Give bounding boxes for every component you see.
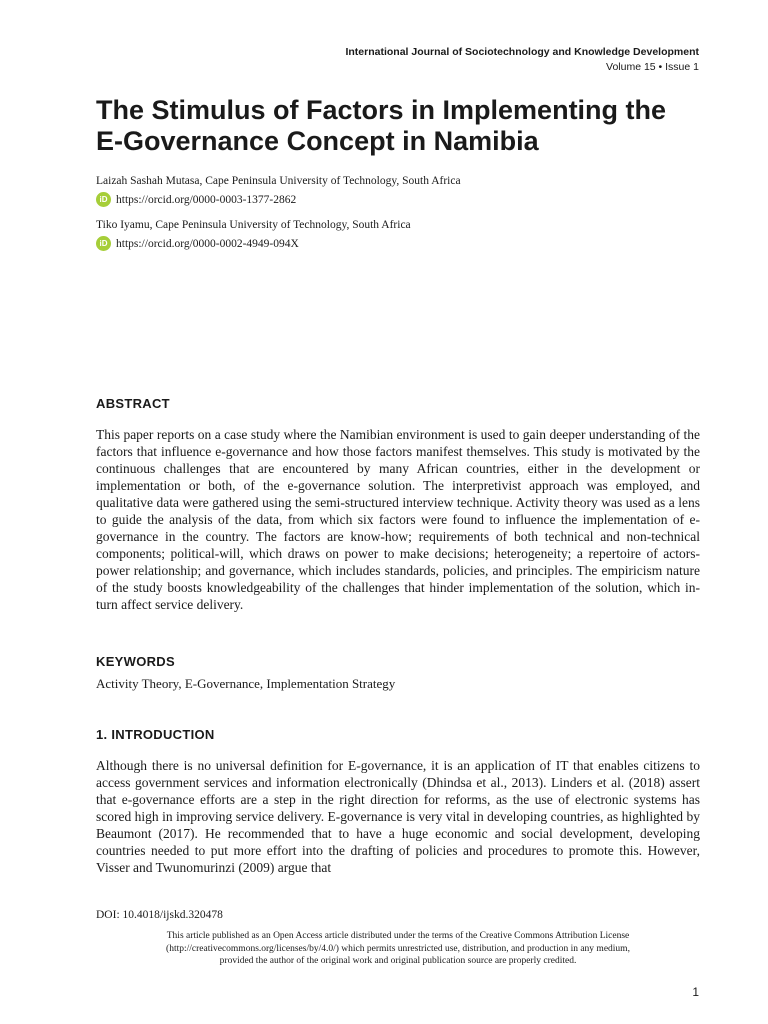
orcid-link[interactable]: https://orcid.org/0000-0003-1377-2862 <box>116 193 297 206</box>
page-number: 1 <box>692 985 699 999</box>
paper-title: The Stimulus of Factors in Implementing the E-Governance Concept in Namibia <box>96 95 667 156</box>
keywords-text: Activity Theory, E-Governance, Implementation Strategy <box>96 676 396 691</box>
journal-name: International Journal of Sociotechnology and Knowledge Development <box>345 46 699 58</box>
abstract-heading: ABSTRACT <box>96 396 170 411</box>
author-2: Tiko Iyamu, Cape Peninsula University of Technology, South Africa <box>96 219 411 231</box>
license-notice <box>118 930 678 968</box>
abstract-text: This paper reports on a case study where the Namibian environment is used to gain deeper understanding of the factors that influence e-governance and how those factors manifest themselves. This study is motivated by the continuous challenges that are encountered by many African countries, either in the development or implementation or both, of the e-governance solution. The interpretivist approach was employed, and qualitative data were gathered using the semi-structured interview technique. Activity theory was used as a lens to guide the analysis of the data, from which six factors were found to influence the implementation of e-governance in the country. The factors are know-how; requirements of both technical and non-technical components; political-will, which draws on power to make decisions; heterogeneity; a repertoire of actors-power relationship; and governance, which includes standards, policies, and principles. The empiricism nature of the study boosts knowledgeability of the challenges that hinder implementation of the solution, which in-turn affect service delivery. <box>96 427 700 612</box>
author-1: Laizah Sashah Mutasa, Cape Peninsula University of Technology, South Africa <box>96 175 461 187</box>
license-line-3: provided the author of the original work and original publication source are properly credited. <box>219 956 577 966</box>
orcid-icon: iD <box>96 192 111 207</box>
license-line-1: This article published as an Open Access article distributed under the terms of the Creative Commons Attribution License <box>166 931 630 941</box>
introduction-heading: 1. INTRODUCTION <box>96 727 215 742</box>
license-line-2: (http://creativecommons.org/licenses/by/4.0/) which permits unrestricted use, distribution, and production in any medium, <box>166 943 630 954</box>
author-2-orcid <box>96 236 299 251</box>
orcid-link[interactable]: https://orcid.org/0000-0002-4949-094X <box>116 237 299 250</box>
journal-header <box>345 45 699 75</box>
doi: DOI: 10.4018/ijskd.320478 <box>96 909 223 921</box>
keywords-heading: KEYWORDS <box>96 654 175 669</box>
author-1-orcid <box>96 192 296 207</box>
orcid-icon: iD <box>96 236 111 251</box>
introduction-text: Although there is no universal definition for E-governance, it is an application of IT that enables citizens to access government services and information electronically (Dhindsa et al., 2013). Linders et al. (2018) assert that e-governance efforts are a step in the right direction for reforms, as the use of electronic systems has scored high in improving service delivery. E-governance is very vital in developing countries, as highlighted by Beaumont (2017). He recommended that to have a huge economic and social development, developing countries needed to put more effort into the drafting of policies and procedures to promote this. However, Visser and Twunomurinzi (2009) argue that <box>96 758 700 875</box>
volume-issue: Volume 15 • Issue 1 <box>606 61 699 73</box>
